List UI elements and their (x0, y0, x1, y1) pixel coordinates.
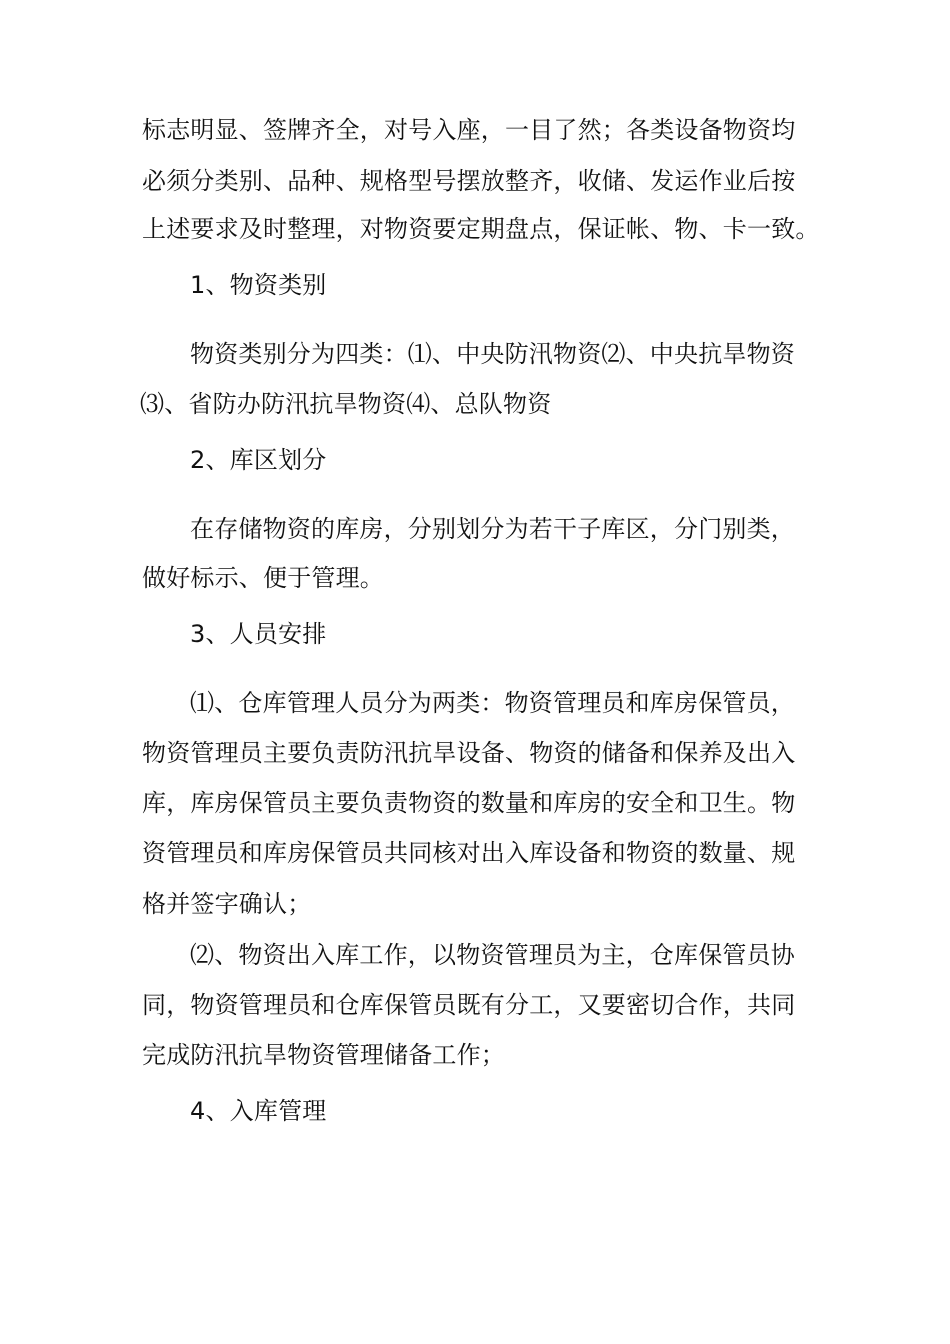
paragraph-line: 库，库房保管员主要负责物资的数量和库房的安全和卫生。物 (142, 789, 796, 817)
paragraph-line: ⑶、省防办防汛抗旱物资⑷、总队物资 (140, 390, 552, 418)
paragraph-line: 同，物资管理员和仓库保管员既有分工，又要密切合作，共同 (142, 991, 796, 1019)
paragraph-line: ⑴、仓库管理人员分为两类：物资管理员和库房保管员， (190, 689, 795, 717)
section-heading-3: 3、人员安排 (190, 620, 327, 648)
section-heading-2: 2、库区划分 (190, 446, 327, 474)
paragraph-line: 完成防汛抗旱物资管理储备工作； (142, 1041, 505, 1069)
paragraph-line: 资管理员和库房保管员共同核对出入库设备和物资的数量、规 (142, 839, 796, 867)
paragraph-line: ⑵、物资出入库工作，以物资管理员为主，仓库保管员协 (190, 941, 795, 969)
section-heading-4: 4、入库管理 (190, 1097, 327, 1125)
section-heading-1: 1、物资类别 (190, 271, 327, 299)
paragraph-line: 在存储物资的库房，分别划分为若干子库区，分门别类， (190, 515, 795, 543)
paragraph-line: 物资类别分为四类：⑴、中央防汛物资⑵、中央抗旱物资 (190, 340, 795, 368)
paragraph-line: 做好标示、便于管理。 (142, 564, 384, 592)
paragraph-line: 物资管理员主要负责防汛抗旱设备、物资的储备和保养及出入 (142, 739, 796, 767)
paragraph-line: 格并签字确认； (142, 890, 312, 918)
paragraph-line: 标志明显、签牌齐全，对号入座，一目了然；各类设备物资均 (142, 116, 796, 144)
paragraph-line: 必须分类别、品种、规格型号摆放整齐，收储、发运作业后按 (142, 167, 796, 195)
paragraph-line: 上述要求及时整理，对物资要定期盘点，保证帐、物、卡一致。 (142, 215, 820, 243)
